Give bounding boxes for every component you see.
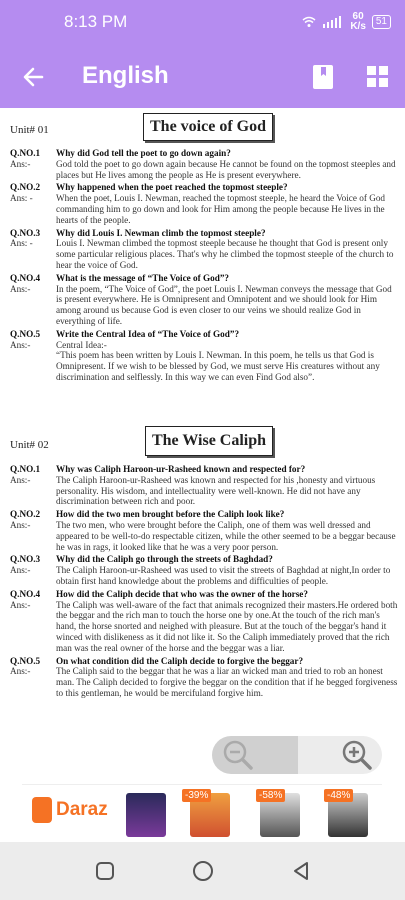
central-idea-text: “This poem has been written by Louis I. Newman. In this poem, he tells us that God is Omnipresent. If we wish to be blessed by God, we must serve His creatures without any discrimination and selflessly. In this way we can even Find God also”. — [56, 350, 380, 382]
network-speed — [350, 12, 366, 32]
answer-label: Ans:- — [10, 339, 31, 350]
qa-item — [10, 228, 400, 271]
ad-banner[interactable] — [22, 784, 382, 840]
question-text: How did the Caliph decide that who was the owner of the horse? — [56, 588, 308, 599]
page-title: English — [82, 62, 169, 89]
unit-label: Unit# 02 — [10, 439, 49, 451]
wifi-icon — [302, 16, 316, 28]
grid-menu-icon[interactable] — [367, 66, 389, 88]
answer-text: When the poet, Louis I. Newman, reached the topmost steeple, he heard the Voice of God commanding him to go down and look for Him among the people because He lives in the hearts of the people. — [56, 193, 386, 225]
qa-item — [10, 273, 400, 327]
app-bar — [0, 46, 405, 108]
qa-item — [10, 182, 400, 225]
unit-title: The Wise Caliph — [145, 426, 273, 456]
home-icon[interactable] — [191, 859, 215, 883]
zoom-control — [212, 736, 382, 774]
answer-text: Louis I. Newman climbed the topmost steeple because he thought that God is present only some particular religious places. That's why he climbed the topmost steeple of the church to hear the voice of God. — [56, 238, 394, 270]
qa-item — [10, 589, 400, 654]
zoom-in-button[interactable] — [298, 736, 382, 774]
answer-label: Ans: - — [10, 238, 33, 249]
daraz-logo — [32, 797, 108, 823]
qa-item — [10, 656, 400, 699]
answer-label: Ans:- — [10, 519, 31, 530]
unit-2-qa — [10, 464, 400, 701]
daraz-logo-icon — [32, 797, 52, 823]
discount-badge: -48% — [324, 789, 353, 802]
document-page[interactable] — [0, 108, 405, 782]
zoom-in-icon — [340, 738, 374, 772]
speed-unit: K/s — [350, 21, 366, 32]
question-label: Q.NO.5 — [10, 655, 41, 666]
question-text: Why did the Caliph go through the streets of Baghdad? — [56, 554, 273, 565]
question-text: Why did God tell the poet to go down again? — [56, 148, 231, 158]
ad-brand-name: Daraz — [56, 799, 108, 820]
answer-text: God told the poet to go down again because He cannot be found on the topmost steeples and places but He lives among the people as He is present everywhere. — [56, 158, 396, 180]
battery-icon: 51 — [372, 15, 391, 29]
answer-text: The Caliph Haroon-ur-Rasheed was used to visit the streets of Baghdad at night,In order to obtain first hand knowledge about the problems and difficulties of people. — [56, 565, 391, 586]
question-text: On what condition did the Caliph decide to forgive the beggar? — [56, 655, 304, 666]
recent-apps-icon[interactable] — [94, 860, 116, 882]
question-label: Q.NO.2 — [10, 509, 41, 520]
status-time: 8:13 PM — [64, 12, 128, 31]
zoom-out-icon — [221, 738, 255, 772]
speed-value: 60 — [352, 11, 364, 22]
answer-label: Ans:- — [10, 599, 31, 610]
question-label: Q.NO.3 — [10, 554, 41, 565]
answer-label: Ans: - — [10, 193, 33, 204]
unit-label: Unit# 01 — [10, 124, 49, 136]
unit-title: The voice of God — [143, 113, 273, 141]
answer-label: Ans:- — [10, 474, 31, 485]
qa-item — [10, 329, 400, 383]
question-text: Why did Louis I. Newman climb the topmost steeple? — [56, 227, 266, 238]
back-arrow-icon[interactable] — [18, 62, 48, 92]
answer-text: Central Idea:- — [56, 339, 107, 350]
question-label: Q.NO.2 — [10, 182, 41, 193]
status-bar — [0, 0, 405, 46]
status-icons — [302, 12, 391, 32]
question-label: Q.NO.1 — [10, 464, 41, 474]
question-text: Why was Caliph Haroon-ur-Rasheed known and respected for? — [56, 464, 306, 474]
answer-text: The Caliph said to the beggar that he was a liar an wicked man and tried to rob an honest man. The Caliph decided to forgive the beggar on the condition that if he begged forgiveness to this gentleman, he would be mercifuland forgive him. — [56, 666, 398, 698]
question-text: Write the Central Idea of “The Voice of God”? — [56, 328, 240, 339]
answer-label: Ans:- — [10, 666, 31, 677]
qa-item — [10, 464, 400, 507]
question-text: What is the message of “The Voice of God”? — [56, 272, 230, 283]
question-label: Q.NO.3 — [10, 227, 41, 238]
question-text: How did the two men brought before the Caliph look like? — [56, 509, 285, 520]
discount-badge: -58% — [256, 789, 285, 802]
back-nav-icon[interactable] — [290, 860, 312, 882]
answer-text: In the poem, “The Voice of God”, the poet Louis I. Newman conveys the message that God is present everywhere. He is Omnipresent and Omnipotent and we should look for Him among around us because God is even closer to our veins we should realize God in everything of life. — [56, 283, 392, 326]
answer-text: The Caliph was well-aware of the fact that animals recognized their masters.He ordered both the beggar and the rich man to touch the horse one by one.At the touch of the rich man's hand, the horse snorted and neighed with pleasure. But at the touch of the beggar's hand it winced with dislikeness as it did not like it. So the Caliph immediately proved that the rich man was the real owner of the horse and the beggar was a liar. — [56, 599, 398, 653]
unit-1-qa — [10, 148, 400, 385]
question-label: Q.NO.4 — [10, 272, 41, 283]
answer-label: Ans:- — [10, 283, 31, 294]
question-text: Why happened when the poet reached the topmost steeple? — [56, 182, 288, 193]
question-label: Q.NO.4 — [10, 588, 41, 599]
zoom-out-button[interactable] — [212, 736, 298, 774]
phone-product-image — [126, 793, 166, 837]
signal-icon — [322, 16, 344, 28]
discount-badge: -39% — [182, 789, 211, 802]
question-label: Q.NO.5 — [10, 328, 41, 339]
system-nav-bar — [0, 842, 405, 900]
qa-item — [10, 148, 400, 180]
bookmark-icon[interactable] — [312, 64, 334, 90]
question-label: Q.NO.1 — [10, 148, 41, 158]
answer-label: Ans:- — [10, 158, 31, 169]
answer-text: The two men, who were brought before the Caliph, one of them was well dressed and appeared to be well-to-do respectable citizen, while the other seemed to be a beggar because he was in rags, it looked like that he was a very poor person. — [56, 519, 396, 552]
qa-item — [10, 509, 400, 552]
answer-text: The Caliph Haroon-ur-Rasheed was known and respected for his ,honesty and virtuous personality. His wisdom, and intellectuality were well-known. He did not have any discrimination between rich and poor. — [56, 474, 376, 507]
qa-item — [10, 554, 400, 586]
answer-label: Ans:- — [10, 565, 31, 576]
